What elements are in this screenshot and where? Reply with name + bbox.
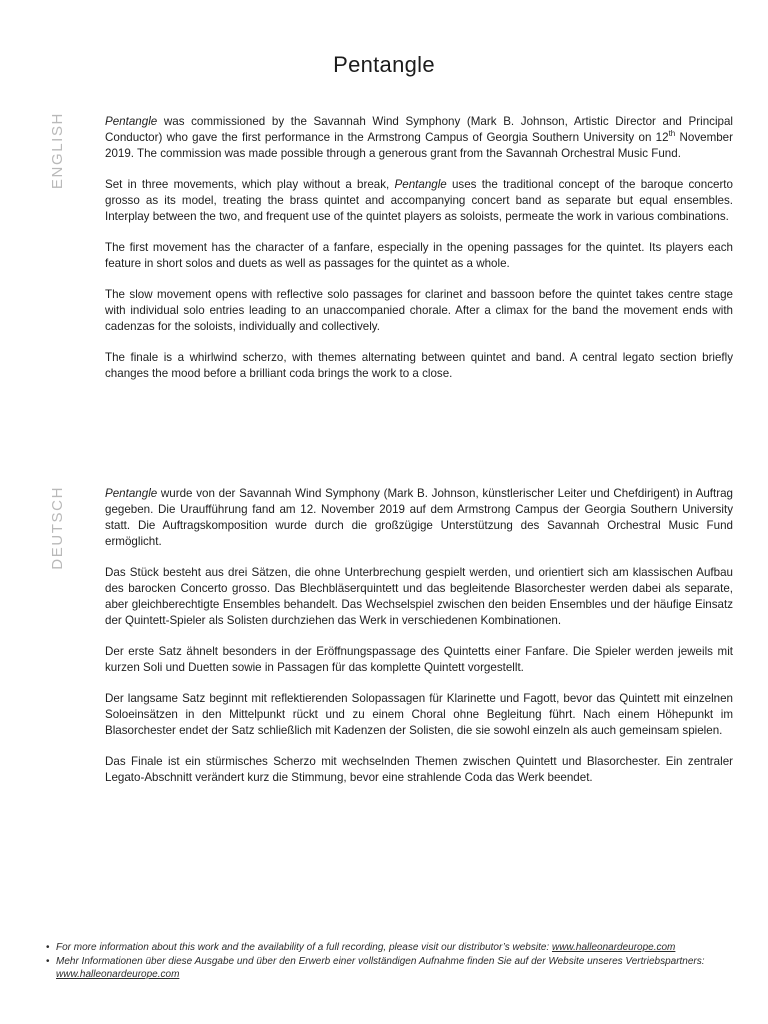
english-text-block — [105, 114, 733, 397]
footer-item — [45, 955, 741, 982]
language-label-english: ENGLISH — [49, 112, 66, 190]
text-segment: The slow movement opens with reflective solo passages for clarinet and bassoon before the quintet takes centre stage with individual solo entries leading to an unaccompanied chorale. After a climax for the band the movement ends with cadenzas for the soloists, individually and collectively. — [105, 288, 733, 333]
text-segment: For more information about this work and the availability of a full recording, please visit our distributor’s website: — [56, 942, 552, 953]
language-label-deutsch: DEUTSCH — [49, 486, 66, 570]
italic-segment: Pentangle — [394, 178, 447, 191]
paragraph — [105, 350, 733, 382]
text-segment: uses the traditional concept of the baroque concerto grosso as its model, treating the brass quintet and accompanying concert band as separate but equal ensembles. Interplay between the two, and frequent use of the quintet players as soloists, permeate the work in various combinations. — [105, 178, 733, 223]
text-segment: The finale is a whirlwind scherzo, with themes alternating between quintet and band. A central legato section briefly changes the mood before a brilliant coda brings the work to a close. — [105, 351, 733, 380]
text-segment: Das Finale ist ein stürmisches Scherzo mit wechselnden Themen zwischen Quintett und Blasorchester. Ein zentraler Legato-Abschnitt verändert kurz die Stimmung, bevor eine strahlende Coda das Werk beendet. — [105, 755, 733, 784]
paragraph — [105, 486, 733, 550]
paragraph — [105, 287, 733, 335]
text-segment: The first movement has the character of a fanfare, especially in the opening passages for the quintet. Its players each feature in short solos and duets as well as passages for the quintet as a whole. — [105, 241, 733, 270]
text-segment: Der erste Satz ähnelt besonders in der Eröffnungspassage des Quintetts einer Fanfare. Die Spieler werden jeweils mit kurzen Soli und Duetten sowie in Passagen für das komplette Quintett vorgestellt. — [105, 645, 733, 674]
footer-item — [45, 941, 741, 955]
page-title: Pentangle — [333, 52, 435, 77]
distributor-link[interactable]: www.halleonardeurope.com — [551, 942, 676, 953]
paragraph — [105, 177, 733, 225]
text-segment: was commissioned by the Savannah Wind Symphony (Mark B. Johnson, Artistic Director and Principal Conductor) who gave the first performance in the Armstrong Campus of Georgia Southern University on 12 — [105, 115, 733, 144]
paragraph — [105, 114, 733, 162]
italic-segment: Pentangle — [105, 487, 158, 500]
text-segment: Mehr Informationen über diese Ausgabe und über den Erwerb einer vollständigen Aufnahme finden Sie auf der Website unseres Vertriebspartners: — [56, 955, 705, 967]
paragraph — [105, 691, 733, 739]
footer-list — [45, 941, 741, 982]
italic-segment: Pentangle — [105, 115, 158, 128]
distributor-link[interactable]: www.halleonardeurope.com — [56, 969, 180, 980]
german-text-block — [105, 486, 733, 801]
text-segment: Das Stück besteht aus drei Sätzen, die ohne Unterbrechung gespielt werden, und orientiert sich am klassischen Aufbau des barocken Concerto grosso. Das Blechbläserquintett und das begleitende Blasorchester werden dabei als separate, aber gleichberechtigte Ensembles behandelt. Das Wechselspiel zwischen den beiden Ensembles und der häufige Einsatz der Quintett-Spieler als Solisten durchziehen das Werk in verschiedenen Kombinationen. — [105, 566, 733, 627]
paragraph — [105, 565, 733, 629]
text-segment: November 2019. The commission was made possible through a generous grant from the Savannah Orchestral Music Fund. — [105, 131, 733, 160]
paragraph — [105, 754, 733, 786]
paragraph — [105, 644, 733, 676]
text-segment: Set in three movements, which play without a break, — [105, 178, 395, 191]
text-segment: Der langsame Satz beginnt mit reflektierenden Solopassagen für Klarinette und Fagott, bevor das Quintett mit einzelnen Soloeinsätzen in den Mittelpunkt rückt und zu einem Choral ohne Begleitung führt. Nach einem Höhepunkt im Blasorchester endet der Satz schließlich mit Kadenzen der Solisten, die sie sowohl einzeln als auch gemeinsam spielen. — [105, 692, 733, 737]
paragraph — [105, 240, 733, 272]
footer — [45, 941, 741, 982]
superscript-segment: th — [668, 129, 676, 139]
text-segment: wurde von der Savannah Wind Symphony (Mark B. Johnson, künstlerischer Leiter und Chefdirigent) in Auftrag gegeben. Die Uraufführung fand am 12. November 2019 auf dem Armstrong Campus der Georgia Southern University statt. Die Auftragskomposition wurde durch die großzügige Unterstützung des Savannah Orchestral Music Fund ermöglicht. — [105, 487, 733, 548]
